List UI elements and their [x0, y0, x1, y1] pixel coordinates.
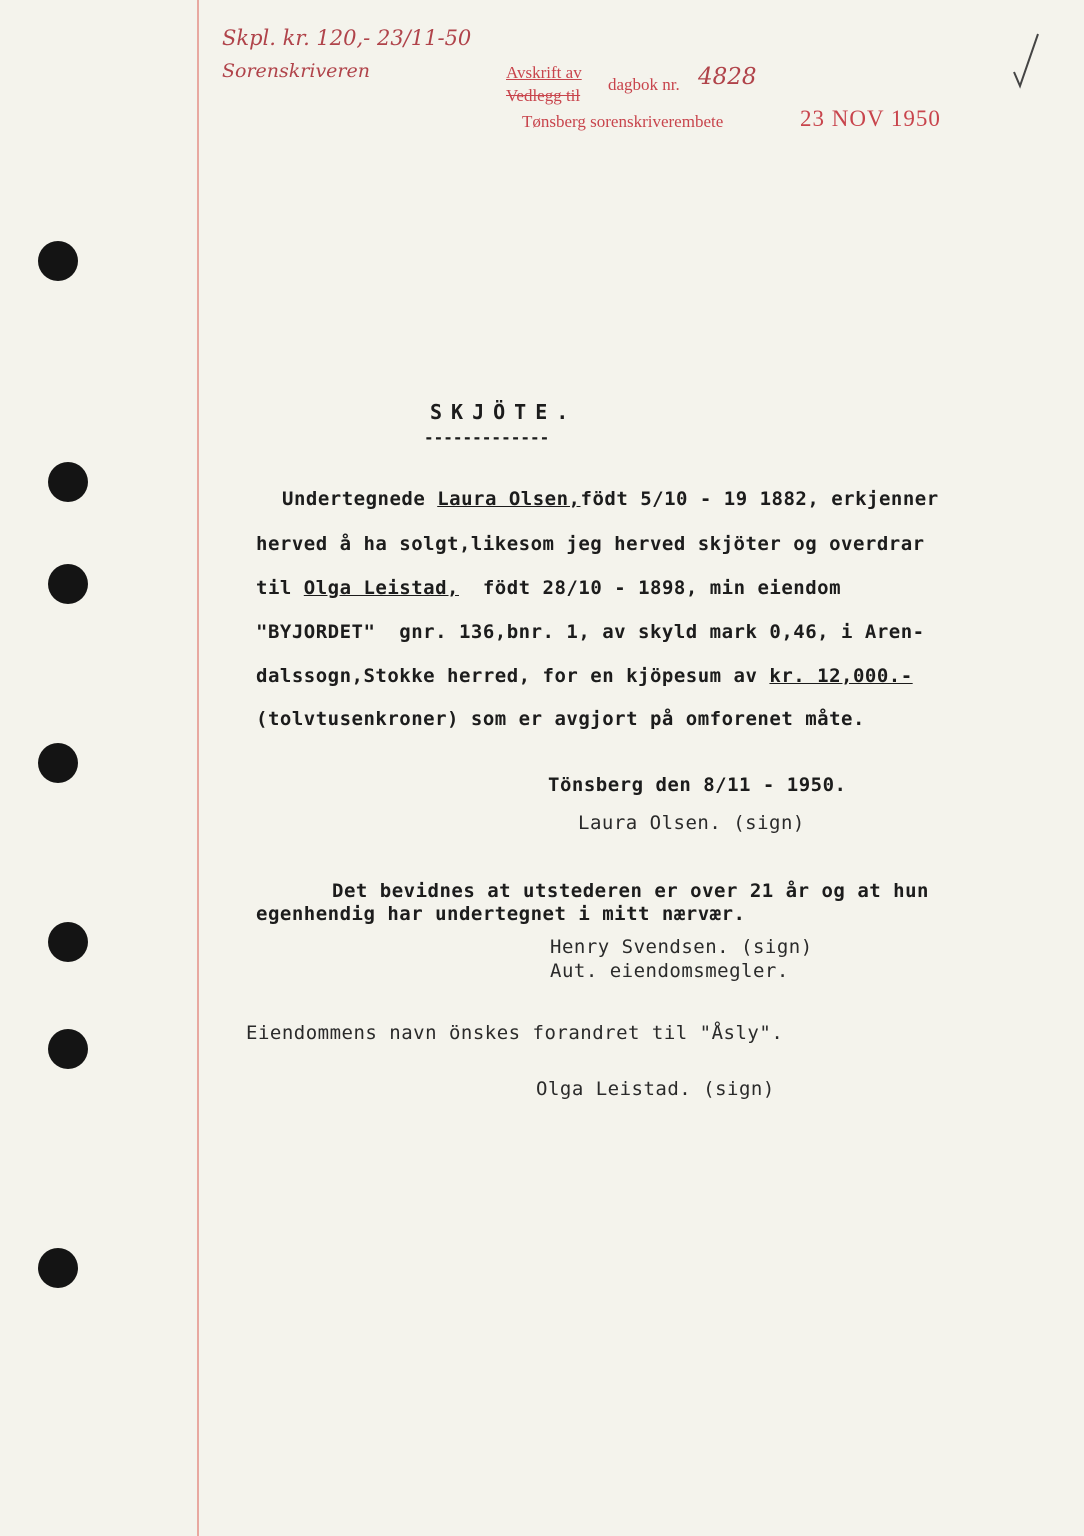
seller-signature: Laura Olsen. (sign)	[578, 812, 805, 834]
para1-l3-b: födt 28/10 - 1898, min eiendom	[458, 577, 842, 599]
para1-line3	[256, 577, 841, 599]
stamp-avskrift-label: Avskrift av	[506, 63, 582, 82]
stamp-vedlegg	[506, 86, 580, 106]
punch-hole	[48, 462, 88, 502]
purchase-amount: kr. 12,000.-	[769, 665, 913, 687]
stamp-date: 23 NOV 1950	[800, 106, 941, 131]
punch-hole	[38, 1248, 78, 1288]
handwritten-signature: Sorenskriveren	[222, 60, 370, 82]
punch-hole	[48, 922, 88, 962]
witness-title: Aut. eiendomsmegler.	[550, 960, 789, 982]
witness-signature: Henry Svendsen. (sign)	[550, 936, 813, 958]
para1-line4: "BYJORDET" gnr. 136,bnr. 1, av skyld mark 0,46, i Aren-	[256, 621, 925, 643]
para1-l3-a: til	[256, 577, 304, 599]
stamp-dagbok-label: dagbok nr.	[608, 75, 680, 94]
stamp-avskrift	[506, 63, 582, 83]
witness-line1: Det bevidnes at utstederen er over 21 år og at hun	[332, 880, 929, 902]
name-change-note: Eiendommens navn önskes forandret til "Åsly".	[246, 1022, 784, 1044]
punch-hole	[38, 241, 78, 281]
witness-line2: egenhendig har undertegnet i mitt nærvær.	[256, 903, 746, 925]
document-title: SKJÖTE.	[430, 400, 578, 424]
dagbok-number: 4828	[698, 64, 757, 90]
stamp-office: Tønsberg sorenskriverembete	[522, 112, 724, 131]
para1-line1	[282, 488, 939, 510]
checkmark-icon	[1010, 30, 1040, 90]
para1-l5-a: dalssogn,Stokke herred, for en kjöpesum av	[256, 665, 770, 687]
margin-rule	[197, 0, 199, 1536]
title-underline: -------------	[424, 428, 550, 447]
stamp-vedlegg-label: Vedlegg til	[506, 86, 581, 105]
para1-l1-a: Undertegnede	[282, 488, 438, 510]
buyer-signature: Olga Leistad. (sign)	[536, 1078, 775, 1100]
buyer-name: Olga Leistad,	[303, 577, 459, 599]
fee-note: Skpl. kr. 120,- 23/11-50	[222, 26, 472, 50]
para1-l1-b: födt 5/10 - 19 1882, erkjenner	[580, 488, 939, 510]
para1-line6: (tolvtusenkroner) som er avgjort på omforenet måte.	[256, 708, 865, 730]
para1-line2: herved å ha solgt,likesom jeg herved skjöter og overdrar	[256, 533, 925, 555]
punch-hole	[48, 564, 88, 604]
place-date: Tönsberg den 8/11 - 1950.	[548, 774, 847, 796]
punch-hole	[48, 1029, 88, 1069]
seller-name: Laura Olsen,	[437, 488, 581, 510]
punch-hole	[38, 743, 78, 783]
para1-line5	[256, 665, 913, 687]
